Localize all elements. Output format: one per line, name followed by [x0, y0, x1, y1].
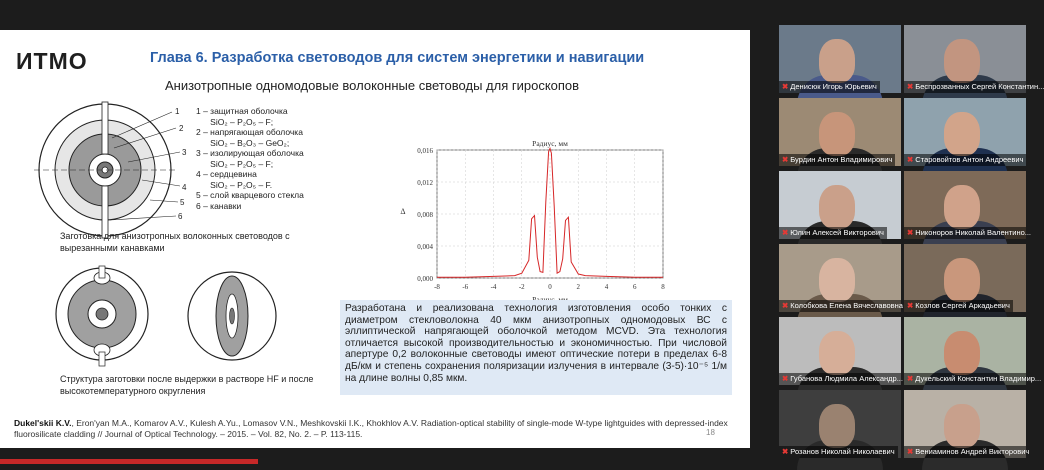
participant-name-label	[904, 446, 1030, 458]
participant-name: Беспрозванных Сергей Константин...	[915, 82, 1044, 91]
technology-description: Разработана и реализована технология изготовления особо тонких с диаметром стекловолокна 40 мкм анизотропных одномодовых ВС с эллиптической напрягающей оболочкой методом MCVD. Эта технология отличается высокой производительностью и экономичностью. При числовой апертуре 0,2 волоконные световоды имеют оптические потери в пределах 6-8 дБ/км и степень сохранения поляризации излучения в интервале (3-5)·10⁻⁵ 1/м на длине волны 0,85 мкм.	[340, 300, 732, 395]
participant-face	[819, 112, 855, 156]
participant-name: Никоноров Николай Валентино...	[915, 228, 1032, 237]
radial-profile-chart	[385, 108, 685, 298]
participant-face	[819, 331, 855, 375]
participant-tile[interactable]	[904, 244, 1026, 312]
participant-name-label	[779, 446, 898, 458]
participant-face	[944, 331, 980, 375]
participant-tile[interactable]	[779, 171, 901, 239]
participant-name: Губанова Людмила Александр...	[790, 374, 903, 383]
participant-tile[interactable]	[904, 98, 1026, 166]
participant-tile[interactable]	[904, 25, 1044, 93]
participant-name-label	[779, 81, 880, 93]
participant-tile[interactable]	[779, 390, 901, 458]
participant-tile[interactable]	[779, 244, 901, 312]
muted-mic-icon: ✖	[907, 228, 914, 237]
preform-caption: Заготовка для анизотропных волоконных световодов с вырезанными канавками	[60, 231, 290, 253]
y-axis-label: Δ	[400, 207, 406, 216]
participant-tile[interactable]	[904, 390, 1030, 458]
x-tick-label: -6	[462, 283, 469, 291]
y-tick-label: 0,012	[417, 179, 433, 187]
reference-text: , Eron'yan M.A., Komarov A.V., Kulesh A.Yu., Lomasov V.N., Meshkovskii I.K., Khokhlov A.V. Radiation-optical stability of single-mode W-type lightguides with depressed-index fluorosilicate cladding // Journal of Optical Technology. – 2015. – Vol. 82, No. 2. – P. 113-115.	[14, 418, 728, 439]
x-tick-label: -8	[434, 283, 440, 291]
callout-4: 4	[182, 183, 187, 192]
participant-face	[819, 404, 855, 448]
participant-name-label	[779, 300, 901, 312]
participant-face	[944, 404, 980, 448]
callout-5: 5	[180, 198, 185, 207]
participant-name: Колобкова Елена Вячеславовна	[790, 301, 903, 310]
participant-name: Юлин Алексей Викторович	[790, 228, 884, 237]
etched-preform-caption: Структура заготовки после выдержки в растворе HF и после высокотемпературного округления	[60, 374, 314, 396]
x-tick-label: -4	[490, 283, 497, 291]
muted-mic-icon: ✖	[782, 374, 789, 383]
muted-mic-icon: ✖	[782, 82, 789, 91]
slide-subtitle: Анизотропные одномодовые волоконные световоды для гироскопов	[165, 78, 580, 93]
participant-face	[944, 112, 980, 156]
participant-name: Бурдин Антон Владимирович	[790, 155, 893, 164]
slide-page-number: 18	[706, 428, 715, 437]
participant-name: Розанов Николай Николаевич	[790, 447, 895, 456]
y-tick-label: 0,004	[417, 243, 433, 251]
etched-preform-diagram	[50, 262, 280, 372]
participant-tile[interactable]	[779, 98, 901, 166]
participant-name: Козлов Сергей Аркадьевич	[915, 301, 1010, 310]
muted-mic-icon: ✖	[782, 301, 789, 310]
muted-mic-icon: ✖	[782, 228, 789, 237]
x-tick-label: -2	[518, 283, 525, 291]
participant-name-label	[904, 300, 1013, 312]
participant-tile[interactable]	[779, 317, 901, 385]
participant-face	[944, 258, 980, 302]
x-tick-label: 6	[633, 283, 637, 291]
participant-tile[interactable]	[904, 317, 1042, 385]
y-tick-label: 0,000	[417, 275, 433, 283]
participant-name: Денисюк Игорь Юрьевич	[790, 82, 877, 91]
callout-3: 3	[182, 148, 187, 157]
participant-name-label	[779, 154, 895, 166]
participant-face	[944, 185, 980, 229]
participant-name: Дукельский Константин Владимир...	[915, 374, 1042, 383]
callout-1: 1	[175, 107, 180, 116]
shared-slide	[0, 30, 750, 448]
participant-name-label	[904, 227, 1032, 239]
participant-name-label	[779, 227, 887, 239]
muted-mic-icon: ✖	[907, 374, 914, 383]
participant-face	[819, 258, 855, 302]
reference-citation	[14, 418, 734, 440]
reference-author: Dukel'skii K.V.	[14, 418, 72, 428]
participant-tile[interactable]	[779, 25, 901, 93]
itmo-logo: ИТМО	[16, 48, 88, 74]
muted-mic-icon: ✖	[782, 155, 789, 164]
participant-name: Старовойтов Антон Андреевич	[915, 155, 1024, 164]
x-tick-label: 0	[548, 283, 552, 291]
callout-2: 2	[179, 124, 184, 133]
participant-name: Вениаминов Андрей Викторович	[915, 447, 1030, 456]
participant-face	[819, 185, 855, 229]
chapter-title: Глава 6. Разработка световодов для систем энергетики и навигации	[150, 50, 645, 66]
participant-name-label	[779, 373, 901, 385]
participant-name-label	[904, 154, 1026, 166]
participant-tile[interactable]	[904, 171, 1032, 239]
preform-cross-section-diagram	[30, 100, 195, 240]
layer-legend: 1 – защитная оболочка SiO₂ – P₂O₅ – F; 2 – напрягающая оболочка SiO₂ – B₂O₃ – GeO₂; 3 – изолирующая оболочка SiO₂ – P₂O₅ – F; 4 – сердцевина SiO₂ – P₂O₅ – F. 5 – слой кварцевого стекла 6 – канавки	[196, 106, 304, 211]
muted-mic-icon: ✖	[907, 155, 914, 164]
muted-mic-icon: ✖	[782, 447, 789, 456]
participant-name-label	[904, 81, 1044, 93]
participant-face	[819, 39, 855, 83]
top-axis-label: Радиус, мм	[532, 139, 568, 148]
x-tick-label: 4	[604, 283, 609, 291]
muted-mic-icon: ✖	[907, 301, 914, 310]
y-tick-label: 0,016	[417, 147, 433, 155]
y-tick-label: 0,008	[417, 211, 433, 219]
x-tick-label: 8	[661, 283, 665, 291]
participant-name-label	[904, 373, 1042, 385]
x-tick-label: 2	[576, 283, 580, 291]
muted-mic-icon: ✖	[907, 447, 914, 456]
callout-6: 6	[178, 212, 183, 221]
participant-face	[944, 39, 980, 83]
muted-mic-icon: ✖	[907, 82, 914, 91]
slide-progress-bar	[0, 459, 258, 464]
